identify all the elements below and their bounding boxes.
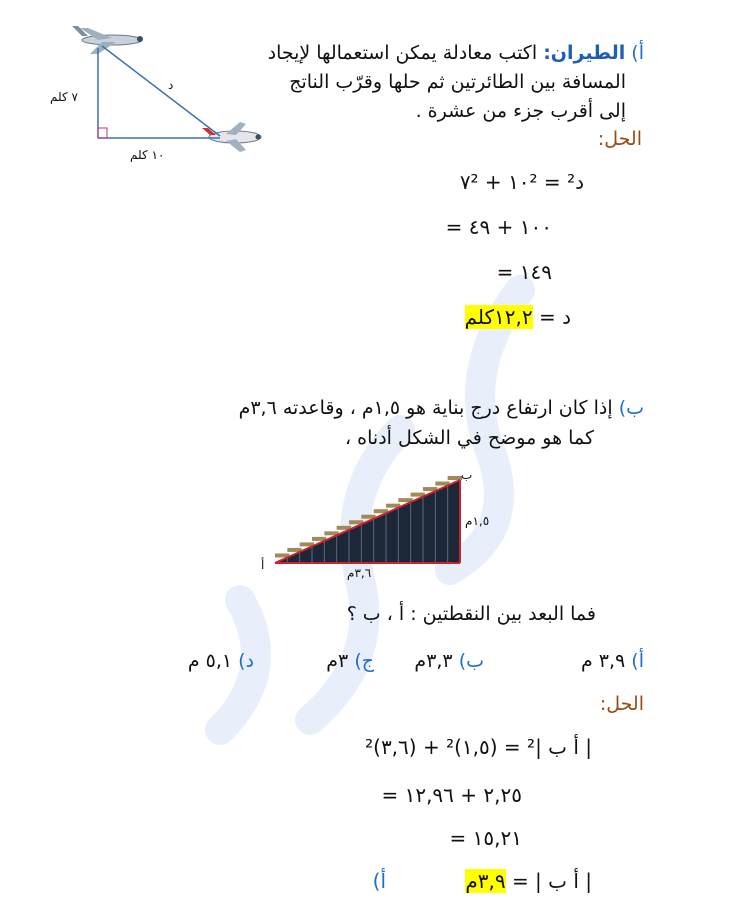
part-b-question-line-2: كما هو موضح في الشكل أدناه ،	[344, 427, 594, 449]
part-b-answer: أ)	[372, 869, 386, 893]
part-b-step-3: = ١٥,٢١	[449, 826, 522, 850]
part-a-line-1-text: اكتب معادلة يمكن استعمالها لإيجاد	[267, 42, 538, 64]
choice-a-letter: أ)	[631, 650, 644, 672]
stair-tread	[448, 476, 462, 480]
side-horizontal-label: ١٠ كلم	[130, 148, 165, 162]
choice-c-text: ٣م	[326, 650, 349, 672]
part-b-final-value: ٣,٩م	[465, 869, 506, 893]
part-b-solution-label: الحل:	[599, 693, 644, 715]
base-label: ٣,٦م	[347, 566, 372, 580]
point-b-label: ب	[461, 468, 473, 482]
airplane-bottom-icon	[202, 122, 261, 152]
part-a-step-3: = ١٤٩	[496, 260, 552, 284]
choice-d[interactable]	[188, 650, 254, 672]
point-a-label: أ	[261, 558, 265, 572]
part-a-title: الطيران:	[543, 42, 626, 64]
part-b-marker: ب)	[618, 397, 644, 419]
stairs-diagram	[255, 468, 500, 586]
part-a-marker: أ)	[631, 42, 644, 64]
airplane-triangle-diagram	[50, 18, 265, 173]
part-b-final-prefix: | أ ب | =	[511, 869, 592, 893]
height-label: ١,٥م	[465, 514, 490, 528]
part-a-question-line-3: إلى أقرب جزء من عشرة .	[415, 100, 626, 122]
choice-d-letter: د)	[238, 650, 254, 672]
part-a-step-2: = ١٠٠ + ٤٩	[445, 215, 552, 239]
choice-d-text: ٥,١ م	[187, 650, 233, 672]
part-a-question-line-2: المسافة بين الطائرتين ثم حلها وقرّب الناتج	[289, 71, 626, 93]
part-a-step-1: د² = ١٠² + ٧²	[459, 170, 584, 194]
part-a-final-value: ١٢,٢كلم	[464, 305, 533, 329]
choice-c[interactable]	[326, 650, 374, 672]
part-b-step-1: | أ ب |² = (١,٥)² + (٣,٦)²	[365, 735, 592, 759]
part-b-line-1-text: إذا كان ارتفاع درج بناية هو ١,٥م ، وقاعدته ٣,٦م	[238, 397, 613, 419]
part-b-final-line	[465, 869, 592, 893]
side-vertical-label: ٧ كلم	[50, 90, 78, 104]
part-a-final-prefix: د =	[538, 305, 571, 329]
part-b-question: فما البعد بين النقطتين : أ ، ب ؟	[346, 603, 596, 625]
hypotenuse-label: د	[168, 78, 174, 92]
part-a-final-line	[465, 305, 571, 329]
part-a-solution-label: الحل:	[597, 128, 642, 150]
part-b-step-2: = ٢,٢٥ + ١٢,٩٦	[381, 783, 522, 807]
choice-b-text: ٣,٣م	[414, 650, 453, 672]
choice-c-letter: ج)	[354, 650, 374, 672]
choice-a[interactable]	[581, 650, 644, 672]
part-a-question-line-1	[268, 42, 644, 64]
choice-a-text: ٣,٩ م	[580, 650, 626, 672]
choice-b-letter: ب)	[458, 650, 484, 672]
part-b-question-line-1	[239, 397, 644, 419]
choice-b[interactable]	[414, 650, 484, 672]
